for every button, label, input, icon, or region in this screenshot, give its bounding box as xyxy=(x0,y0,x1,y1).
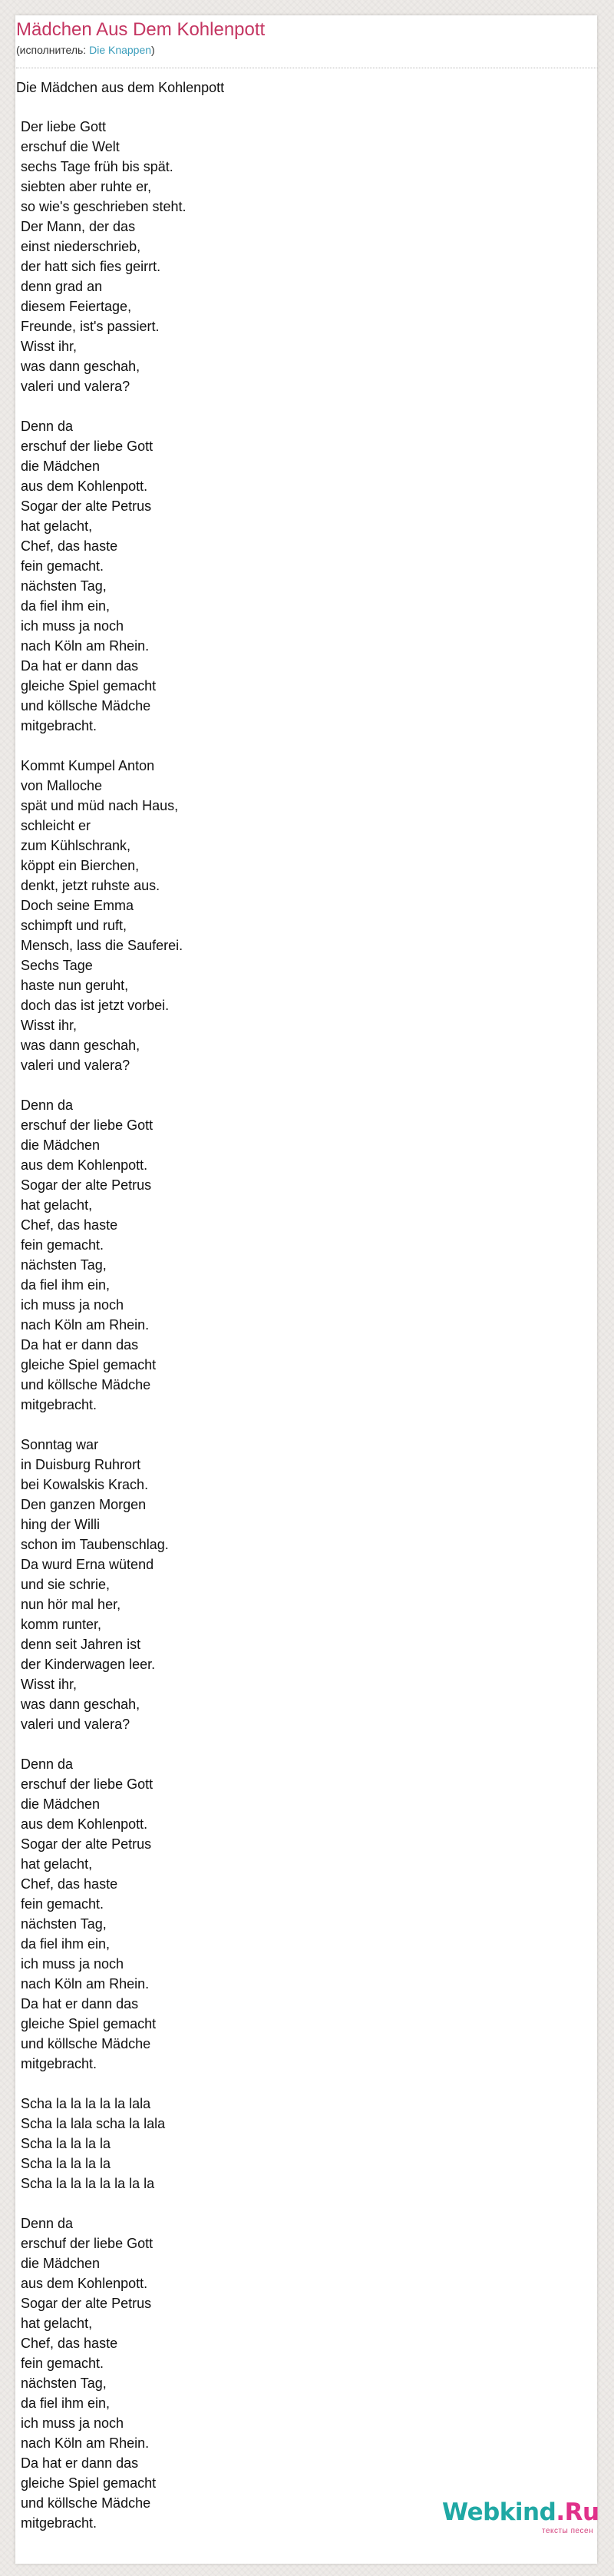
lyric-line: erschuf die Welt xyxy=(21,139,120,154)
lyric-line: ich muss ja noch xyxy=(21,618,124,634)
lyric-line: Scha la la la la la lala xyxy=(21,2096,151,2111)
lyric-line: gleiche Spiel gemacht xyxy=(21,1357,157,1372)
lyric-line: und köllsche Mädche xyxy=(21,2036,151,2051)
lyric-line: ich muss ja noch xyxy=(21,1297,124,1313)
lyric-line: nächsten Tag, xyxy=(21,578,107,594)
lyric-line: nach Köln am Rhein. xyxy=(21,2435,150,2451)
lyric-line: gleiche Spiel gemacht xyxy=(21,678,157,694)
lyric-line: valeri und valera? xyxy=(21,379,130,394)
lyric-line: Chef, das haste xyxy=(21,2336,118,2351)
lyric-line: valeri und valera? xyxy=(21,1717,130,1732)
lyrics-stanza xyxy=(21,117,187,396)
lyric-line: Denn da xyxy=(21,2216,74,2231)
lyric-line: einst niederschrieb, xyxy=(21,239,141,254)
lyric-line: erschuf der liebe Gott xyxy=(21,2236,154,2251)
lyric-line: Chef, das haste xyxy=(21,1217,118,1233)
lyric-line: mitgebracht. xyxy=(21,1397,97,1412)
lyric-line: erschuf der liebe Gott xyxy=(21,1776,154,1792)
lyric-line: fein gemacht. xyxy=(21,1896,104,1912)
lyric-line: und köllsche Mädche xyxy=(21,2495,151,2511)
lyric-line: der hatt sich fies geirrt. xyxy=(21,259,161,274)
lyric-line: Da hat er dann das xyxy=(21,1996,139,2011)
lyric-line: Da hat er dann das xyxy=(21,658,139,674)
lyric-line: schimpft und ruft, xyxy=(21,918,127,933)
performer-prefix: (исполнитель: xyxy=(16,44,90,56)
lyric-line: ich muss ja noch xyxy=(21,1956,124,1972)
lyric-line: aus dem Kohlenpott. xyxy=(21,1157,148,1173)
lyric-line: Sogar der alte Petrus xyxy=(21,1836,152,1852)
lyric-line: ich muss ja noch xyxy=(21,2415,124,2431)
lyric-line: hing der Willi xyxy=(21,1517,101,1532)
lyric-line: Da hat er dann das xyxy=(21,2455,139,2471)
lyric-line: Wisst ihr, xyxy=(21,1018,78,1033)
lyric-line: Kommt Kumpel Anton xyxy=(21,758,155,773)
lyric-line: komm runter, xyxy=(21,1617,102,1632)
logo-wordmark xyxy=(442,2498,599,2527)
lyric-line: denkt, jetzt ruhste aus. xyxy=(21,878,160,893)
lyric-line: erschuf der liebe Gott xyxy=(21,1117,154,1133)
lyric-line: aus dem Kohlenpott. xyxy=(21,478,148,494)
lyric-line: doch das ist jetzt vorbei. xyxy=(21,998,170,1013)
lyric-line: und köllsche Mädche xyxy=(21,1377,151,1392)
lyric-line: hat gelacht, xyxy=(21,1856,93,1872)
lyric-line: was dann geschah, xyxy=(21,359,140,374)
lyric-line: Mensch, lass die Sauferei. xyxy=(21,938,183,953)
lyric-line: aus dem Kohlenpott. xyxy=(21,1816,148,1832)
logo-dot: . xyxy=(556,2498,565,2526)
logo-suffix: Ru xyxy=(564,2498,599,2526)
lyric-line: Doch seine Emma xyxy=(21,898,134,913)
lyric-line: Sogar der alte Petrus xyxy=(21,498,152,514)
lyric-line: Den ganzen Morgen xyxy=(21,1497,147,1512)
lyric-line: haste nun geruht, xyxy=(21,978,129,993)
lyric-line: die Mädchen xyxy=(21,2256,101,2271)
lyric-line: da fiel ihm ein, xyxy=(21,598,111,614)
lyric-line: Denn da xyxy=(21,1757,74,1772)
lyric-line: hat gelacht, xyxy=(21,518,93,534)
logo-main-text: Webkind xyxy=(442,2498,556,2526)
lyric-line: schon im Taubenschlag. xyxy=(21,1537,169,1552)
lyric-line: schleicht er xyxy=(21,818,91,833)
lyrics-stanza xyxy=(21,2213,187,2533)
lyric-line: Der Mann, der das xyxy=(21,219,136,234)
performer-suffix: ) xyxy=(151,44,155,56)
lyric-line: valeri und valera? xyxy=(21,1058,130,1073)
lyric-line: Sonntag war xyxy=(21,1437,99,1452)
lyric-line: der Kinderwagen leer. xyxy=(21,1657,156,1672)
lyric-line: Denn da xyxy=(21,419,74,434)
lyric-line: fein gemacht. xyxy=(21,2356,104,2371)
lyric-line: da fiel ihm ein, xyxy=(21,1277,111,1293)
lyrics-body xyxy=(21,117,187,2553)
lyrics-stanza xyxy=(21,1754,187,2074)
lyric-line: Denn da xyxy=(21,1098,74,1113)
lyric-line: zum Kühlschrank, xyxy=(21,838,131,853)
lyric-line: Scha la lala scha la lala xyxy=(21,2116,166,2131)
lyric-line: Freunde, ist's passiert. xyxy=(21,319,160,334)
lyric-line: Chef, das haste xyxy=(21,538,118,554)
performer-link[interactable]: Die Knappen xyxy=(89,44,152,56)
lyric-line: diesem Feiertage, xyxy=(21,299,132,314)
lyric-line: fein gemacht. xyxy=(21,1237,104,1253)
song-header xyxy=(16,18,598,57)
lyric-line: siebten aber ruhte er, xyxy=(21,179,152,194)
lyric-line: bei Kowalskis Krach. xyxy=(21,1477,149,1492)
lyric-line: Da hat er dann das xyxy=(21,1337,139,1353)
lyric-line: hat gelacht, xyxy=(21,2316,93,2331)
lyric-line: fein gemacht. xyxy=(21,558,104,574)
lyric-line: Sogar der alte Petrus xyxy=(21,1177,152,1193)
lyric-line: die Mädchen xyxy=(21,459,101,474)
lyric-line: nach Köln am Rhein. xyxy=(21,1976,150,1992)
lyric-line: Scha la la la la xyxy=(21,2136,111,2151)
lyric-line: gleiche Spiel gemacht xyxy=(21,2016,157,2031)
song-title: Mädchen Aus Dem Kohlenpott xyxy=(16,19,266,40)
logo-tagline: тексты песен xyxy=(542,2527,594,2535)
lyric-line: so wie's geschrieben steht. xyxy=(21,199,187,214)
lyric-line: Scha la la la la la la la xyxy=(21,2176,155,2191)
lyric-line: in Duisburg Ruhrort xyxy=(21,1457,141,1472)
lyric-line: hat gelacht, xyxy=(21,1197,93,1213)
lyric-line: gleiche Spiel gemacht xyxy=(21,2475,157,2491)
lyric-line: Wisst ihr, xyxy=(21,1677,78,1692)
lyric-line: Scha la la la la xyxy=(21,2156,111,2171)
lyric-line: nach Köln am Rhein. xyxy=(21,1317,150,1333)
lyric-line: was dann geschah, xyxy=(21,1038,140,1053)
lyric-line: aus dem Kohlenpott. xyxy=(21,2276,148,2291)
lyric-line: denn seit Jahren ist xyxy=(21,1637,141,1652)
lyric-line: mitgebracht. xyxy=(21,2515,97,2531)
lyric-line: Chef, das haste xyxy=(21,1876,118,1892)
lyric-line: die Mädchen xyxy=(21,1796,101,1812)
lyric-line: Sogar der alte Petrus xyxy=(21,2296,152,2311)
lyrics-stanza xyxy=(21,1435,187,1734)
lyric-line: mitgebracht. xyxy=(21,2056,97,2071)
lyric-line: da fiel ihm ein, xyxy=(21,2396,111,2411)
lyrics-stanza xyxy=(21,416,187,736)
lyric-line: nun hör mal her, xyxy=(21,1597,121,1612)
lyrics-stanza xyxy=(21,2094,187,2194)
lyric-line: was dann geschah, xyxy=(21,1697,140,1712)
lyric-line: spät und müd nach Haus, xyxy=(21,798,179,813)
performer-line xyxy=(16,43,598,57)
lyric-line: Wisst ihr, xyxy=(21,339,78,354)
lyric-line: nächsten Tag, xyxy=(21,1916,107,1932)
lyric-line: nächsten Tag, xyxy=(21,2376,107,2391)
lyric-line: erschuf der liebe Gott xyxy=(21,439,154,454)
lyric-line: nächsten Tag, xyxy=(21,1257,107,1273)
lyric-line: denn grad an xyxy=(21,279,103,294)
lyric-line: Sechs Tage xyxy=(21,958,93,973)
lyric-line: Der liebe Gott xyxy=(21,119,107,134)
lyrics-stanza xyxy=(21,756,187,1075)
lyric-line: und köllsche Mädche xyxy=(21,698,151,714)
lyric-line: köppt ein Bierchen, xyxy=(21,858,140,873)
webkind-logo[interactable] xyxy=(442,2498,599,2544)
lyrics-subtitle: Die Mädchen aus dem Kohlenpott xyxy=(16,80,225,95)
lyric-line: nach Köln am Rhein. xyxy=(21,638,150,654)
lyric-line: mitgebracht. xyxy=(21,718,97,733)
lyric-line: von Malloche xyxy=(21,778,103,793)
lyric-line: Da wurd Erna wütend xyxy=(21,1557,154,1572)
lyric-line: und sie schrie, xyxy=(21,1577,111,1592)
lyric-line: da fiel ihm ein, xyxy=(21,1936,111,1952)
lyric-line: sechs Tage früh bis spät. xyxy=(21,159,173,174)
lyrics-stanza xyxy=(21,1095,187,1415)
lyric-line: die Mädchen xyxy=(21,1137,101,1153)
